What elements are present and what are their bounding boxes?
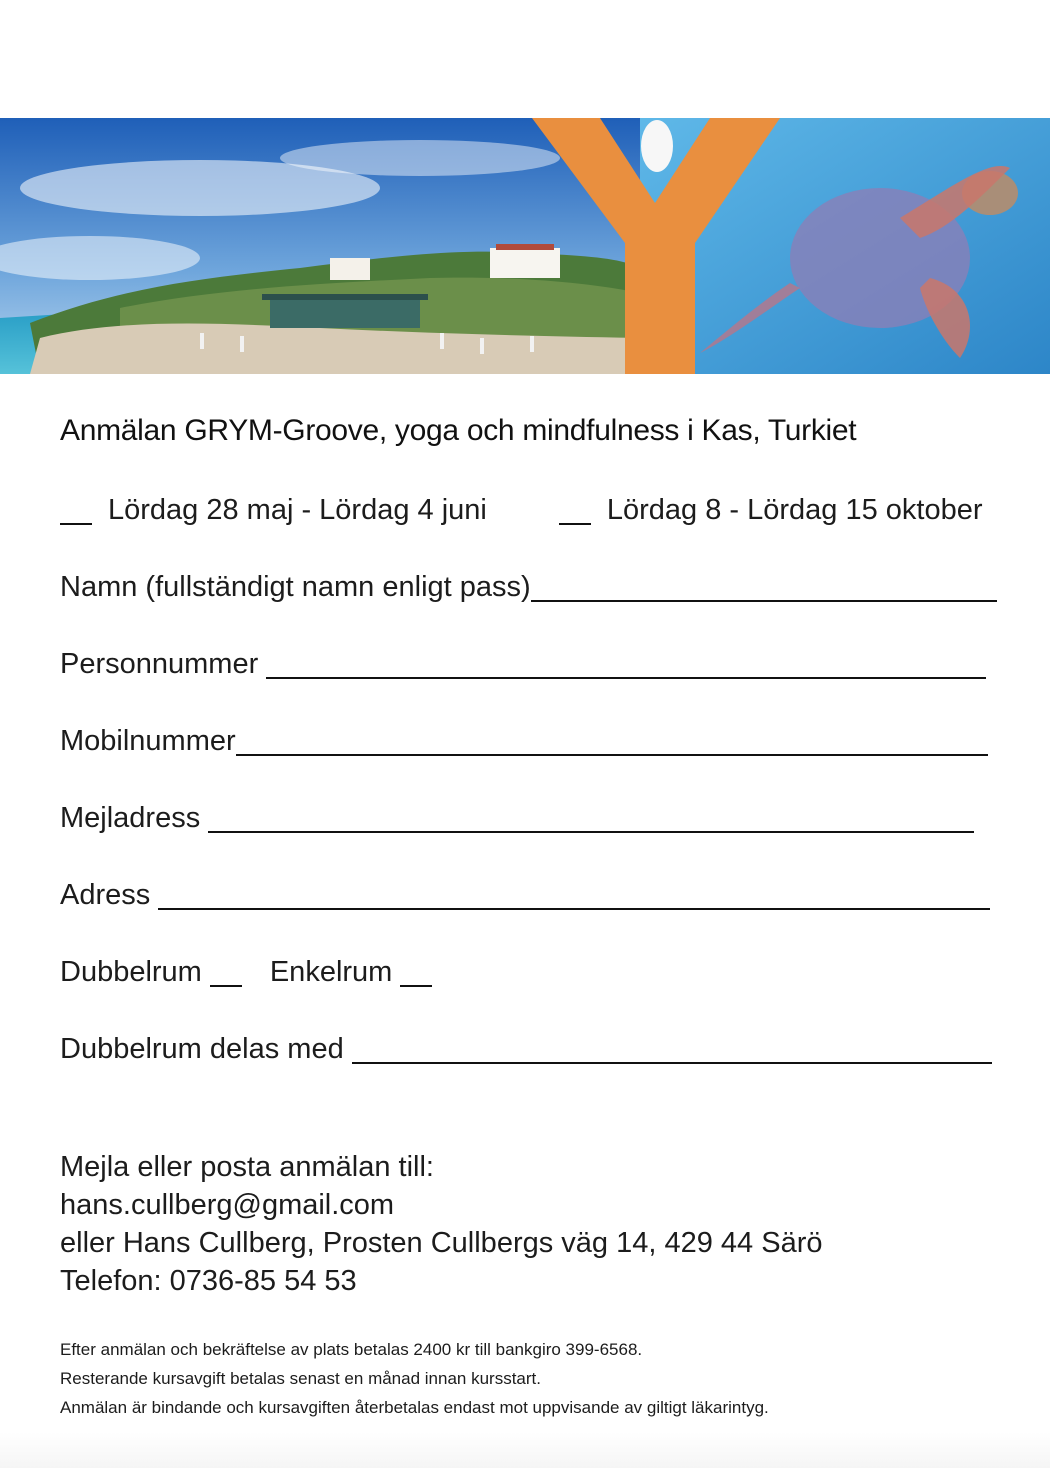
personnummer-label: Personnummer — [60, 648, 259, 680]
date-options — [60, 494, 983, 527]
date-option-1-checkbox[interactable] — [60, 521, 92, 525]
share-room-row — [60, 1033, 992, 1066]
contact-email[interactable]: hans.cullberg@gmail.com — [60, 1189, 395, 1221]
delas-med-label: Dubbelrum delas med — [60, 1033, 344, 1065]
banner-image — [0, 118, 1050, 374]
page-footer-shade — [0, 1432, 1050, 1468]
enkelrum-label: Enkelrum — [269, 956, 393, 988]
fine-print-line-3: Anmälan är bindande och kursavgiften återbetalas endast mot uppvisande av giltigt läkarintyg. — [60, 1398, 769, 1417]
name-label: Namn (fullständigt namn enligt pass) — [60, 571, 531, 603]
mobil-field-row — [60, 725, 988, 758]
enkelrum-checkbox[interactable] — [400, 983, 432, 987]
personnummer-input-line[interactable] — [266, 675, 986, 679]
mobil-input-line[interactable] — [236, 752, 988, 756]
mobil-label: Mobilnummer — [60, 725, 236, 757]
delas-med-input-line[interactable] — [352, 1060, 992, 1064]
mejl-input-line[interactable] — [208, 829, 974, 833]
name-input-line[interactable] — [531, 598, 997, 602]
name-field-row — [60, 571, 997, 604]
page-title: Anmälan GRYM-Groove, yoga och mindfulness i Kas, Turkiet — [60, 414, 857, 447]
dubbelrum-checkbox[interactable] — [210, 983, 242, 987]
mejl-field-row — [60, 802, 974, 835]
room-type-row — [60, 956, 432, 989]
date-option-2-checkbox[interactable] — [559, 521, 591, 525]
contact-block — [60, 1148, 822, 1300]
personnummer-field-row — [60, 648, 986, 681]
adress-label: Adress — [60, 879, 151, 911]
fine-print-line-2: Resterande kursavgift betalas senast en månad innan kursstart. — [60, 1369, 541, 1388]
contact-instruction: Mejla eller posta anmälan till: — [60, 1151, 434, 1183]
header-banner — [0, 118, 1050, 374]
adress-field-row — [60, 879, 990, 912]
fine-print-line-1: Efter anmälan och bekräftelse av plats betalas 2400 kr till bankgiro 399-6568. — [60, 1340, 643, 1359]
fine-print — [60, 1335, 769, 1422]
contact-address: eller Hans Cullberg, Prosten Cullbergs väg 14, 429 44 Särö — [60, 1227, 823, 1259]
adress-input-line[interactable] — [158, 906, 990, 910]
contact-phone: Telefon: 0736-85 54 53 — [60, 1265, 357, 1297]
date-option-2-label: Lördag 8 - Lördag 15 oktober — [606, 494, 983, 526]
mejl-label: Mejladress — [60, 802, 201, 834]
dubbelrum-label: Dubbelrum — [60, 956, 202, 988]
date-option-1-label: Lördag 28 maj - Lördag 4 juni — [108, 494, 487, 526]
